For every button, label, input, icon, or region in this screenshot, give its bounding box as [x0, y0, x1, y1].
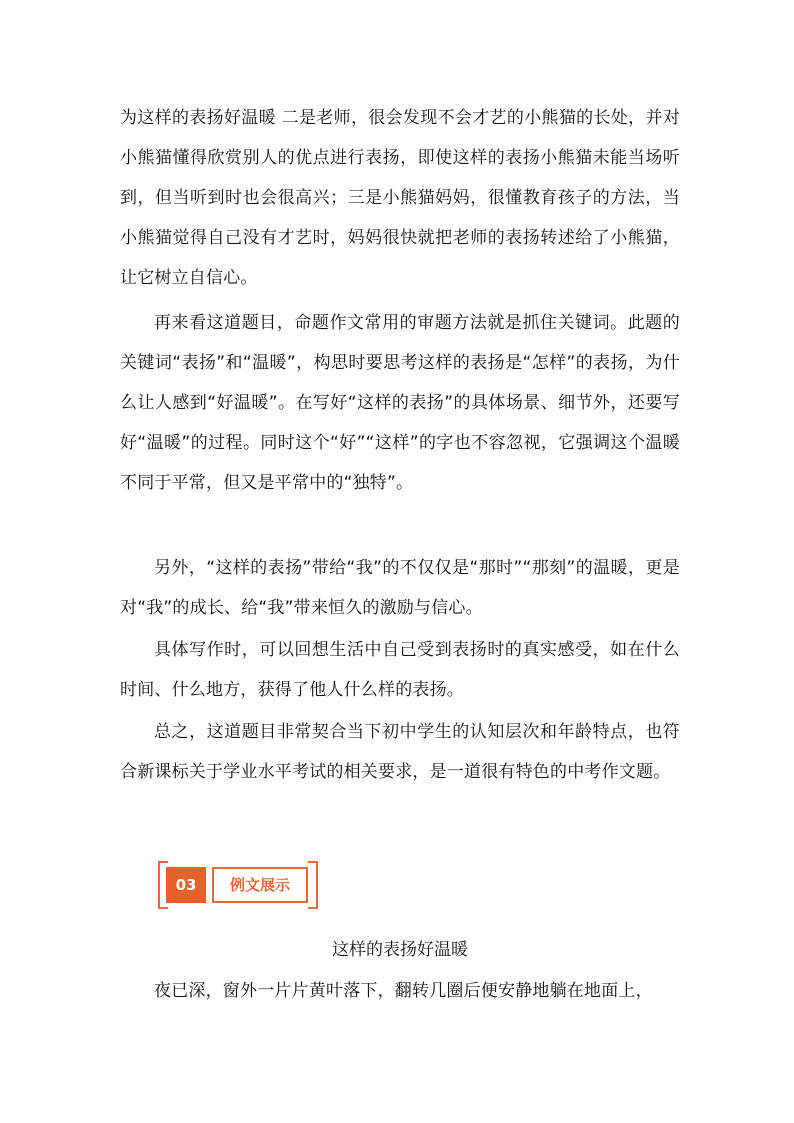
- essay-first-line: 夜已深，窗外一片片黄叶落下，翻转几圈后便安静地躺在地面上，: [154, 981, 653, 1001]
- paragraph-4: 具体写作时，可以回想生活中自己受到表扬时的真实感受，如在什么时间、什么地方，获得了他人什么样的表扬。: [120, 640, 680, 700]
- paragraph-5: 总之，这道题目非常契合当下初中学生的认知层次和年龄特点，也符合新课标关于学业水平考试的相关要求，是一道很有特色的中考作文题。: [120, 722, 680, 782]
- paragraph-3: 另外，“这样的表扬”带给“我”的不仅仅是“那时”“那刻”的温暖，更是对“我”的成长、给“我”带来恒久的激励与信心。: [120, 558, 680, 618]
- section-number: 03: [166, 867, 206, 903]
- paragraph-1: 为这样的表扬好温暖 二是老师，很会发现不会才艺的小熊猫的长处，并对小熊猫懂得欣赏别人的优点进行表扬，即使这样的表扬小熊猫未能当场听到，但当听到时也会很高兴；三是小熊猫妈妈，很懂教育孩子的方法，当小熊猫觉得自己没有才艺时，妈妈很快就把老师的表扬转述给了小熊猫，让它树立自信心。: [120, 108, 680, 288]
- section-title: 例文展示: [212, 867, 308, 903]
- badge-frame-right: [308, 861, 318, 909]
- paragraph-2: 再来看这道题目，命题作文常用的审题方法就是抓住关键词。此题的关键词“表扬”和“温暖”，构思时要思考这样的表扬是“怎样”的表扬，为什么让人感到“好温暖”。在写好“这样的表扬”的具体场景、细节外，还要写好“温暖”的过程。同时这个“好”“这样”的字也不容忽视，它强调这个温暖不同于平常，但又是平常中的“独特”。: [120, 313, 680, 493]
- section-badge: [158, 861, 318, 909]
- essay-title: 这样的表扬好温暖: [332, 940, 468, 960]
